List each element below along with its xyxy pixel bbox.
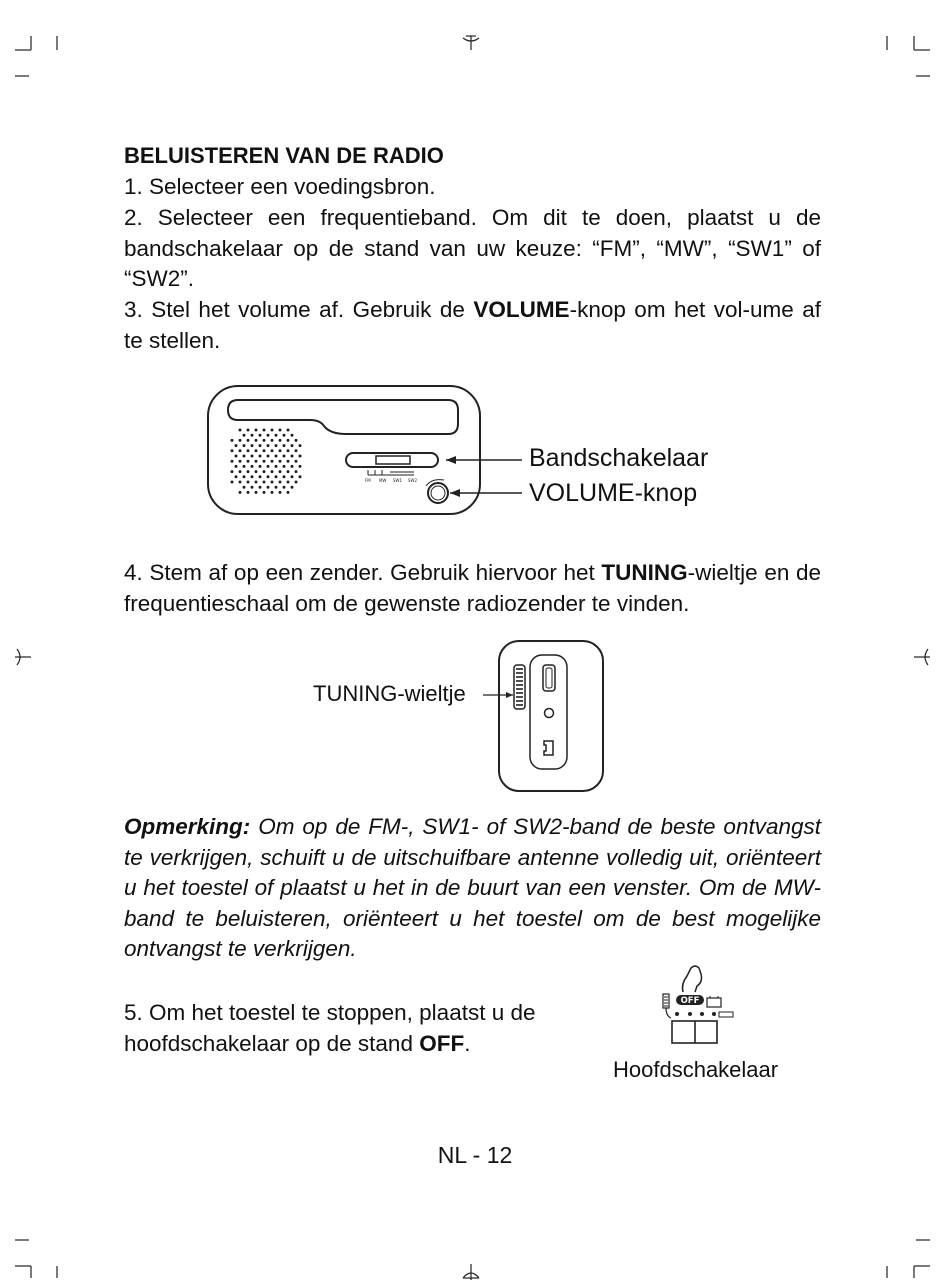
band-mark-fm: FM xyxy=(365,478,371,483)
grille-dot xyxy=(251,475,254,478)
plug-icon xyxy=(719,1012,733,1017)
grille-dot xyxy=(231,460,234,463)
grille-dot xyxy=(275,486,278,489)
grille-dot xyxy=(283,475,286,478)
grille-dot xyxy=(283,444,286,447)
volume-knob-label: VOLUME-knop xyxy=(529,479,698,507)
grille-dot xyxy=(283,455,286,458)
main-switch-illustration xyxy=(655,962,745,1046)
grille-dot xyxy=(251,434,254,437)
grille-dot xyxy=(299,444,302,447)
grille-dot xyxy=(239,481,242,484)
off-badge-text: OFF xyxy=(680,996,700,1006)
grille-dot xyxy=(235,444,238,447)
grille-dot xyxy=(271,491,274,494)
grille-dot xyxy=(267,465,270,468)
grille-dot xyxy=(255,449,258,452)
grille-dot xyxy=(287,449,290,452)
battery-icon xyxy=(707,998,721,1007)
tuning-wheel-label: TUNING-wieltje xyxy=(313,681,466,706)
grille-dot xyxy=(275,475,278,478)
grille-dot xyxy=(247,429,250,432)
grille-dot xyxy=(239,449,242,452)
section-heading: BELUISTEREN VAN DE RADIO xyxy=(124,143,444,168)
grille-dot xyxy=(267,434,270,437)
grille-dot xyxy=(291,475,294,478)
grille-dot xyxy=(279,439,282,442)
band-mark-mw: MW xyxy=(379,478,387,483)
grille-dot xyxy=(259,434,262,437)
grille-dot xyxy=(259,465,262,468)
grille-dot xyxy=(251,444,254,447)
step-5-text-end: . xyxy=(464,1031,471,1056)
grille-dot xyxy=(271,481,274,484)
remark-lead: Opmerking: xyxy=(124,814,251,839)
grille-dot xyxy=(299,475,302,478)
band-mark-sw2: SW2 xyxy=(408,478,418,483)
grille-dot xyxy=(235,475,238,478)
grille-dot xyxy=(275,465,278,468)
grille-dot xyxy=(235,455,238,458)
grille-dot xyxy=(251,455,254,458)
grille-dot xyxy=(283,434,286,437)
grille-dot xyxy=(243,444,246,447)
grille-dot xyxy=(231,449,234,452)
grille-dot xyxy=(255,460,258,463)
grille-dot xyxy=(271,449,274,452)
grille-dot xyxy=(263,460,266,463)
grille-dot xyxy=(271,429,274,432)
page-number: NL - 12 xyxy=(437,1142,513,1168)
grille-dot xyxy=(267,475,270,478)
grille-dot xyxy=(235,465,238,468)
grille-dot xyxy=(239,491,242,494)
grille-dot xyxy=(291,455,294,458)
grille-dot xyxy=(247,470,250,473)
step-4-text-end: -wieltje en de frequentieschaal om de gewenste radiozender te vinden. xyxy=(124,560,821,616)
grille-dot xyxy=(239,470,242,473)
hand-pointer-icon xyxy=(683,966,702,992)
grille-dot xyxy=(283,465,286,468)
grille-dot xyxy=(267,455,270,458)
grille-dot xyxy=(279,460,282,463)
grille-dot xyxy=(231,481,234,484)
grille-dot xyxy=(283,486,286,489)
band-switch-label: Bandschakelaar xyxy=(529,444,709,472)
grille-dot xyxy=(287,439,290,442)
grille-dot xyxy=(271,470,274,473)
grille-dot xyxy=(247,491,250,494)
step-3-text: 3. Stel het volume af. Gebruik de xyxy=(124,297,474,322)
step-5-text: 5. Om het toestel te stoppen, plaatst u de hoofdschakelaar op de stand xyxy=(124,1000,536,1056)
grille-dot xyxy=(287,491,290,494)
grille-dot xyxy=(287,481,290,484)
grille-dot xyxy=(231,439,234,442)
grille-dot xyxy=(299,455,302,458)
grille-dot xyxy=(247,460,250,463)
grille-dot xyxy=(263,491,266,494)
grille-dot xyxy=(279,429,282,432)
volume-keyword: VOLUME xyxy=(473,297,570,322)
grille-dot xyxy=(295,470,298,473)
grille-dot xyxy=(247,449,250,452)
off-keyword: OFF xyxy=(419,1031,465,1056)
grille-dot xyxy=(279,481,282,484)
step-4-text: 4. Stem af op een zender. Gebruik hiervoor het xyxy=(124,560,602,585)
grille-dot xyxy=(263,470,266,473)
grille-dot xyxy=(255,429,258,432)
grille-dot xyxy=(271,460,274,463)
step-5 xyxy=(124,997,554,1059)
grille-dot xyxy=(271,439,274,442)
grille-dot xyxy=(279,470,282,473)
grille-dot xyxy=(267,486,270,489)
grille-dot xyxy=(239,460,242,463)
grille-dot xyxy=(259,444,262,447)
grille-dot xyxy=(259,475,262,478)
grille-dot xyxy=(295,481,298,484)
grille-dot xyxy=(263,439,266,442)
grille-dot xyxy=(251,465,254,468)
grille-dot xyxy=(295,460,298,463)
grille-dot xyxy=(247,439,250,442)
grille-dot xyxy=(291,444,294,447)
step-3 xyxy=(124,295,821,356)
remark-note xyxy=(124,812,821,965)
grille-dot xyxy=(263,449,266,452)
grille-dot xyxy=(231,470,234,473)
step-4 xyxy=(124,558,821,619)
grille-dot xyxy=(291,486,294,489)
grille-dot xyxy=(295,439,298,442)
grille-dot xyxy=(295,449,298,452)
grille-dot xyxy=(279,491,282,494)
grille-dot xyxy=(263,429,266,432)
grille-dot xyxy=(243,486,246,489)
remark-text: Om op de FM-, SW1- of SW2-band de beste ontvangst te verkrijgen, schuift u de uitschuifbare antenne volledig uit, oriënteert u het toestel of plaatst u het in de buurt van een venster. Om de MW-band te beluisteren, oriënteert u het toestel om de best mogelijke ontvangst te verkrijgen. xyxy=(124,814,821,961)
grille-dot xyxy=(287,470,290,473)
grille-dot xyxy=(287,460,290,463)
grille-dot xyxy=(275,434,278,437)
grille-dot xyxy=(275,444,278,447)
grille-dot xyxy=(263,481,266,484)
grille-dot xyxy=(243,434,246,437)
grille-dot xyxy=(291,465,294,468)
radio-front-illustration xyxy=(200,378,540,528)
grille-dot xyxy=(239,429,242,432)
grille-dot xyxy=(275,455,278,458)
grille-dot xyxy=(259,486,262,489)
grille-dot xyxy=(243,465,246,468)
grille-dot xyxy=(259,455,262,458)
tuning-keyword: TUNING xyxy=(601,560,688,585)
grille-dot xyxy=(255,470,258,473)
grille-dot xyxy=(251,486,254,489)
main-switch-label: Hoofdschakelaar xyxy=(613,1057,779,1082)
grille-dot xyxy=(255,439,258,442)
step-3-text-end: -knop om het vol-ume af te stellen. xyxy=(124,297,821,353)
side-panel-illustration xyxy=(480,638,610,796)
band-mark-sw1: SW1 xyxy=(393,478,403,483)
grille-dot xyxy=(267,444,270,447)
grille-dot xyxy=(255,481,258,484)
step-1: 1. Selecteer een voedingsbron. xyxy=(124,174,436,199)
grille-dot xyxy=(279,449,282,452)
grille-dot xyxy=(243,455,246,458)
grille-dot xyxy=(247,481,250,484)
grille-dot xyxy=(255,491,258,494)
step-2: 2. Selecteer een frequentieband. Om dit te doen, plaatst u de bandschakelaar op de stand van uw keuze: “FM”, “MW”, “SW1” of “SW2”. xyxy=(124,205,821,292)
grille-dot xyxy=(239,439,242,442)
grille-dot xyxy=(243,475,246,478)
grille-dot xyxy=(287,429,290,432)
grille-dot xyxy=(291,434,294,437)
grille-dot xyxy=(299,465,302,468)
